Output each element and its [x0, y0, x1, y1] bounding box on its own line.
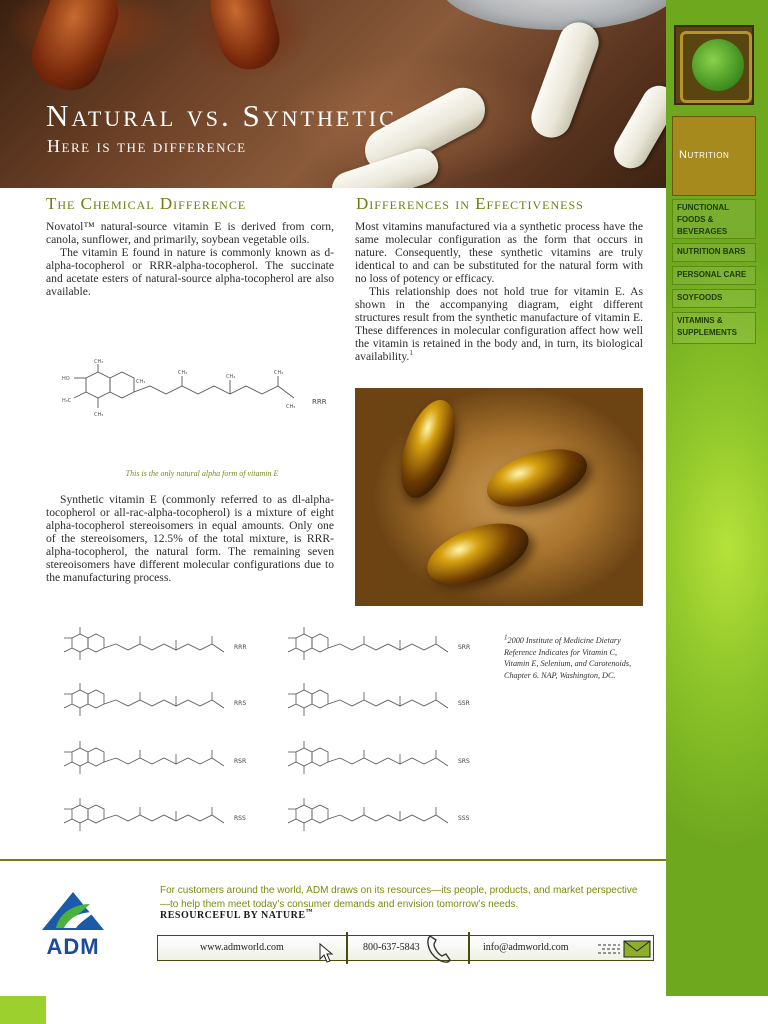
svg-text:CH₃: CH₃ [286, 404, 296, 410]
isomer-srr [282, 622, 482, 675]
footnote: $^1$2000 Institute of Medicine Dietary Reference Indicates for Vitamin C, Vitamin E, Selenium, and Carotenoids, Chapter 6. NAP, Washington, DC. [504, 633, 632, 680]
isomer-label: SSS [458, 815, 470, 822]
svg-text:H₃C: H₃C [62, 398, 72, 404]
svg-text:CH₃: CH₃ [274, 370, 284, 376]
isomer-sss [282, 793, 482, 846]
rrr-molecule-diagram [58, 358, 338, 430]
sidebar-item-soyfoods[interactable]: SOYFOODS [672, 289, 756, 308]
isomer-rss [58, 793, 258, 846]
phone-icon [424, 934, 452, 964]
email-link[interactable]: info@admworld.com [483, 942, 569, 953]
isomer-label: SRS [458, 758, 470, 765]
isomer-label: SSR [458, 700, 470, 707]
isomer-srs [282, 736, 482, 789]
website-link[interactable]: www.admworld.com [200, 942, 284, 953]
sidebar-item-nutrition[interactable] [672, 116, 756, 196]
cursor-icon [318, 942, 338, 964]
section-heading-chemical: The Chemical Difference [46, 194, 247, 213]
section-heading-effectiveness: Differences in Effectiveness [356, 194, 584, 213]
left-synthetic-para: Synthetic vitamin E (commonly referred to as dl-alpha-tocopherol or all-rac-alpha-tocopherol) is a mixture of eight alpha-tocopherol stereoisomers in equal amounts. Only one of the stereoisomers, 12.5% of the total mixture, is RRR-alpha-tocopherol, the natural form. The remaining seven stereoisomers have different molecular configurations due to the manufacturing process. [46, 493, 334, 584]
sidebar-item-nutrition-bars[interactable]: NUTRITION BARS [672, 243, 756, 262]
right-para: Most vitamins manufactured via a synthetic process have the same molecular configuration as the form that occurs in nature. Consequently, these synthetic vitamins are truly identical to and can be substituted for the natural form with no loss of potency or efficacy. This relationship does not hold true for vitamin E. As shown in the accompanying diagram, eight different structures result from the synthetic manufacture of vitamin E. These differences in molecular configuration affect how well the vitamin is retained in the body and, in turn, its biological availability.$^1$ [355, 220, 643, 363]
footer-message: For customers around the world, ADM draws on its resources—its people, products, and market perspective—to help them meet today’s consumer demands and envision tomorrow’s needs. [160, 885, 638, 910]
svg-text:CH₃: CH₃ [136, 379, 146, 385]
sidebar-item-label: Nutrition [679, 149, 730, 161]
rrr-label: RRR [312, 398, 327, 406]
svg-text:HO: HO [62, 376, 70, 382]
diagram-caption: This is the only natural alpha form of vitamin E [125, 469, 279, 478]
capsule-image [23, 0, 126, 99]
envelope-icon [596, 939, 652, 959]
isomer-rsr [58, 736, 258, 789]
pill-image [608, 80, 666, 175]
left-intro: Novatol™ natural-source vitamin E is derived from corn, canola, sunflower, and primarily, soybean vegetable oils. The vitamin E found in nature is commonly known as d-alpha-tocopherol or RRR-alpha-tocopherol. The succinate and acetate esters of natural-source alpha-tocopherol are also available. [46, 220, 334, 298]
adm-wordmark: ADM [46, 934, 100, 959]
isomer-label: RRS [234, 700, 247, 707]
footer-divider [0, 859, 666, 861]
svg-text:CH₃: CH₃ [94, 359, 104, 365]
glass-image [440, 0, 666, 30]
leaf-logo-icon [674, 25, 754, 105]
corner-accent [0, 996, 46, 1024]
capsule-image [204, 0, 287, 76]
isomer-label: RRR [234, 644, 247, 651]
pill-image [526, 17, 605, 143]
svg-text:CH₃: CH₃ [94, 412, 104, 418]
isomer-label: SRR [458, 644, 471, 651]
svg-text:CH₃: CH₃ [226, 374, 236, 380]
footer-tagline: RESOURCEFUL BY NATURE™ [160, 907, 314, 921]
phone-link[interactable]: 800-637-5843 [363, 942, 420, 953]
isomer-label: RSR [234, 758, 247, 765]
hero-banner [0, 0, 666, 188]
svg-text:CH₃: CH₃ [178, 370, 188, 376]
page-title: Natural vs. Synthetic [46, 98, 397, 133]
sidebar-item-personal-care[interactable]: PERSONAL CARE [672, 266, 756, 285]
isomer-label: RSS [234, 815, 246, 822]
sidebar-item-functional-foods[interactable]: FUNCTIONAL FOODS & BEVERAGES [672, 199, 756, 239]
isomer-ssr [282, 678, 482, 731]
isomer-rrs [58, 678, 258, 731]
sidebar-item-vitamins[interactable]: VITAMINS & SUPPLEMENTS [672, 312, 756, 344]
softgel-photo [355, 388, 643, 606]
isomer-rrr [58, 622, 258, 675]
page-subtitle: Here is the difference [47, 136, 247, 156]
contact-bar [157, 935, 654, 961]
